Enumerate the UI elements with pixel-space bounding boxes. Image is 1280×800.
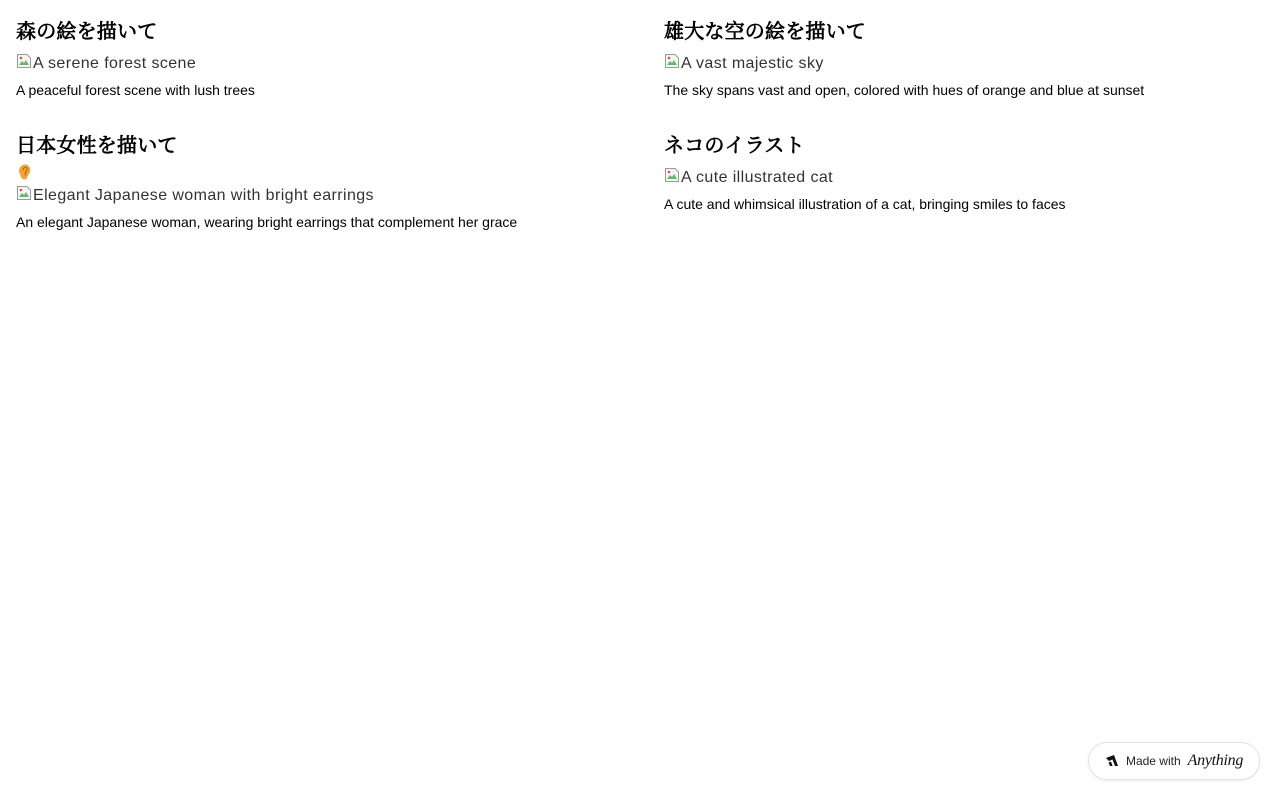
image-card-grid: [16, 16, 1264, 232]
card-caption: The sky spans vast and open, colored with hues of orange and blue at sunset: [664, 82, 1145, 98]
badge-prefix: Made with: [1125, 754, 1181, 768]
card-title: 日本女性を描いて: [16, 133, 178, 157]
card-title: 雄大な空の絵を描いて: [664, 19, 866, 43]
image-alt-text: A cute illustrated cat: [681, 169, 833, 186]
broken-image: [664, 52, 1264, 76]
anything-logo-icon: [1105, 754, 1119, 768]
broken-image: [664, 166, 1264, 190]
card-sky: [664, 16, 1264, 100]
broken-image-icon: [16, 185, 32, 201]
card-cat: [664, 130, 1264, 232]
image-alt-text: Elegant Japanese woman with bright earrings: [33, 187, 374, 204]
card-caption: A cute and whimsical illustration of a cat, bringing smiles to faces: [664, 196, 1066, 212]
card-title: 森の絵を描いて: [16, 19, 158, 43]
broken-image-icon: [664, 167, 680, 183]
card-caption: A peaceful forest scene with lush trees: [16, 82, 255, 98]
broken-image-icon: [16, 53, 32, 69]
ear-emoji: [16, 163, 34, 181]
image-alt-text: A vast majestic sky: [681, 55, 824, 72]
image-alt-text: A serene forest scene: [33, 55, 197, 72]
card-japanese-woman: [16, 130, 648, 232]
ear-icon: [16, 160, 648, 184]
broken-image-icon: [664, 53, 680, 69]
made-with-anything-badge[interactable]: [1088, 742, 1260, 780]
badge-brand: Anything: [1187, 752, 1244, 769]
card-forest: [16, 16, 648, 100]
broken-image: [16, 52, 648, 76]
broken-image: [16, 184, 648, 208]
card-caption: An elegant Japanese woman, wearing bright earrings that complement her grace: [16, 214, 518, 230]
card-title: ネコのイラスト: [664, 133, 805, 157]
